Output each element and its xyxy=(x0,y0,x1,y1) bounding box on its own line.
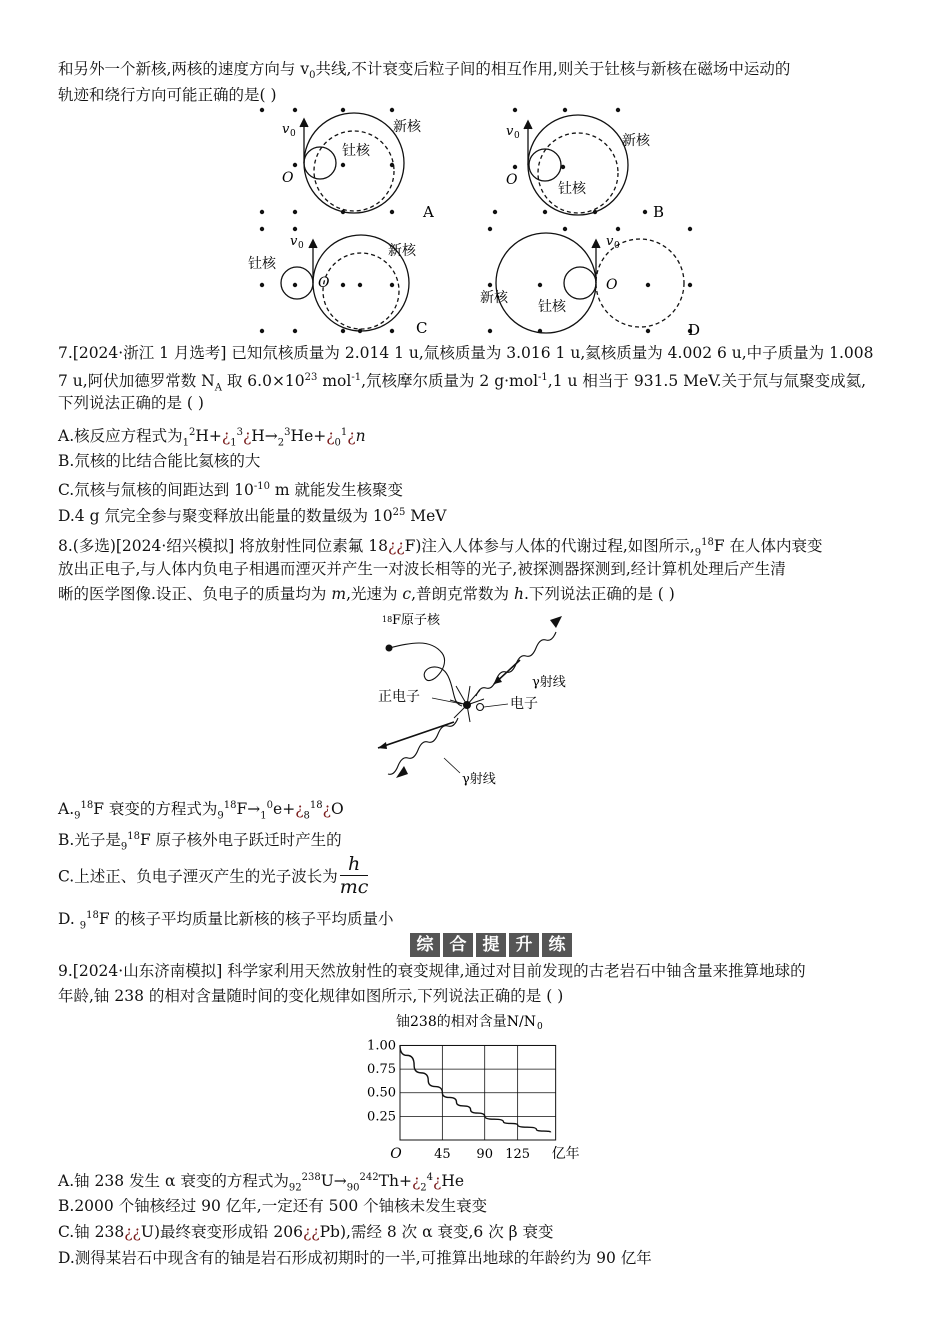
positron-label: 正电子 xyxy=(378,689,420,705)
svg-text:O: O xyxy=(606,277,618,293)
option-b-label: B xyxy=(653,203,665,221)
svg-text:钍核: 钍核 xyxy=(558,181,586,197)
x-tick-label: 90 xyxy=(476,1147,493,1162)
q9-option-b: B.2000 个铀核经过 90 亿年,一定还有 500 个铀核未发生衰变 xyxy=(58,1197,488,1215)
origin-label: O xyxy=(390,1146,402,1162)
q8-line-1: 8.(多选)[2024·绍兴模拟] 将放射性同位素氟 18¿¿F)注入人体参与人体的代谢过程,如图所示$,_9^{18}F$ 在人体内衰变 xyxy=(58,537,823,559)
option-b-diagram xyxy=(524,115,628,215)
electron-label: 电子 xyxy=(510,696,538,712)
svg-text:新核: 新核 xyxy=(480,290,508,306)
q6-figure xyxy=(240,105,720,345)
svg-text:O: O xyxy=(318,275,330,291)
v0-label: v xyxy=(282,122,290,137)
q8-option-a: $A._9^{18}F$ 衰变的方程式为$_9^{18}F\to_1^0e+¿_8^{18}¿O$ xyxy=(58,800,344,822)
y-tick-label: 0.75 xyxy=(367,1062,396,1078)
gamma-bottom-label: γ射线 xyxy=(462,772,496,787)
chart-ticks xyxy=(367,1038,580,1162)
q7-option-a: A.核反应方程式为$_1^2H+¿_1^3¿H\to_2^3He+¿_0^1¿n$ xyxy=(58,427,366,449)
q7-option-d: D.4 g 氘完全参与聚变释放出能量的数量级为 $10^{25}$ MeV xyxy=(58,507,447,526)
q9-option-a: A.铀 238 发生 α 衰变的方程式为$_{92}^{238}U\to_{90}^{242}Th+¿_2^4¿He$ xyxy=(58,1172,465,1194)
svg-text:钍核: 钍核 xyxy=(538,299,566,315)
q8-option-c: C.上述正、负电子湮灭产生的光子波长为 $\frac{h}{mc}$ xyxy=(58,853,369,898)
svg-text:0: 0 xyxy=(536,1022,543,1032)
q8-line-3: 晰的医学图像.设正、负电子的质量均为 m,光速为 c,普朗克常数为 h.下列说法正确的是 ( ) xyxy=(58,585,675,603)
chart-plot xyxy=(400,1045,551,1132)
q8-option-b: B.光子是$_9^{18}$F 原子核外电子跃迁时产生的 xyxy=(58,831,342,853)
q6-line-1: 和另外一个新核,两核的速度方向与 $v_0$共线,不计衰变后粒子间的相互作用,则关于钍核与新核在磁场中运动的 xyxy=(58,60,791,82)
y-tick-label: 1.00 xyxy=(367,1038,396,1054)
q8-figure xyxy=(370,608,590,790)
option-d-diagram xyxy=(496,233,684,333)
q9-line-1: 9.[2024·山东济南模拟] 科学家利用天然放射性的衰变规律,通过对目前发现的古老岩石中铀含量来推算地球的 xyxy=(58,962,806,980)
section-banner: 综 合 提 升 练 xyxy=(410,933,572,957)
decay-curve xyxy=(400,1045,551,1132)
x-tick-label: 125 xyxy=(505,1147,531,1162)
gamma-ray-bottom xyxy=(388,718,458,774)
svg-text:钍核: 钍核 xyxy=(248,256,276,272)
q7-option-c: C.氘核与氚核的间距达到 $10^{-10}$ m 就能发生核聚变 xyxy=(58,481,404,500)
q7-line-2: 7 u,阿伏加德罗常数 $N_A$ 取 $6.0\times 10^{23}$ mol$^{-1}$,氘核摩尔质量为 2 g·mol$^{-1}$,1 u 相当于 931.5 MeV.关于氘与氚聚变成氦, xyxy=(58,372,867,394)
option-d-label: D xyxy=(688,321,701,339)
q8-line-2: 放出正电子,与人体内负电子相遇而湮灭并产生一对波长相等的光子,被探测器探测到,经计算机处理后产生清 xyxy=(58,560,786,578)
svg-text:新核: 新核 xyxy=(388,243,416,259)
q8-option-d: D. $_9^{18}$F 的核子平均质量比新核的核子平均质量小 xyxy=(58,910,394,932)
option-c-label: C xyxy=(416,319,428,337)
q9-option-c: C.铀 238¿¿U)最终衰变形成铅 206¿¿Pb),需经 8 次 α 衰变,6 次 β 衰变 xyxy=(58,1223,554,1241)
svg-text:v: v xyxy=(506,124,514,139)
option-a-label: A xyxy=(423,203,434,221)
svg-text:0: 0 xyxy=(514,131,520,141)
svg-text:0: 0 xyxy=(298,241,304,251)
q9-line-2: 年龄,铀 238 的相对含量随时间的变化规律如图所示,下列说法正确的是 ( ) xyxy=(58,987,564,1005)
thorium-label: 钍核 xyxy=(342,143,370,159)
chart-grid xyxy=(400,1045,556,1140)
y-tick-label: 0.25 xyxy=(367,1109,396,1125)
q7-line-3: 下列说法正确的是 ( ) xyxy=(58,394,204,412)
svg-text:0: 0 xyxy=(614,241,620,251)
svg-text:18: 18 xyxy=(382,615,393,624)
q6-line-2: 轨迹和绕行方向可能正确的是( ) xyxy=(58,86,277,104)
x-unit-label: 亿年 xyxy=(551,1146,580,1162)
chart-title: 铀238的相对含量N/N xyxy=(396,1014,536,1030)
svg-text:v: v xyxy=(606,234,614,249)
new-nucleus-label: 新核 xyxy=(393,119,421,135)
q7-option-b: B.氘核的比结合能比氦核的大 xyxy=(58,452,261,470)
q7-line-1: 7.[2024·浙江 1 月选考] 已知氘核质量为 2.014 1 u,氚核质量为 3.016 1 u,氦核质量为 4.002 6 u,中子质量为 1.008 xyxy=(58,344,874,362)
q9-chart xyxy=(360,1008,590,1168)
svg-text:O: O xyxy=(506,172,518,188)
x-tick-label: 45 xyxy=(434,1147,451,1162)
origin-label: O xyxy=(282,170,294,186)
electron-dot xyxy=(477,704,484,711)
q9-option-d: D.测得某岩石中现含有的铀是岩石形成初期时的一半,可推算出地球的年龄约为 90 亿年 xyxy=(58,1249,652,1267)
option-a-diagram xyxy=(300,113,404,213)
nucleus-label: F原子核 xyxy=(392,613,441,628)
svg-text:新核: 新核 xyxy=(622,133,650,149)
svg-text:0: 0 xyxy=(290,129,296,139)
y-tick-label: 0.50 xyxy=(367,1085,396,1101)
svg-text:v: v xyxy=(290,234,298,249)
gamma-top-label: γ射线 xyxy=(532,675,566,690)
